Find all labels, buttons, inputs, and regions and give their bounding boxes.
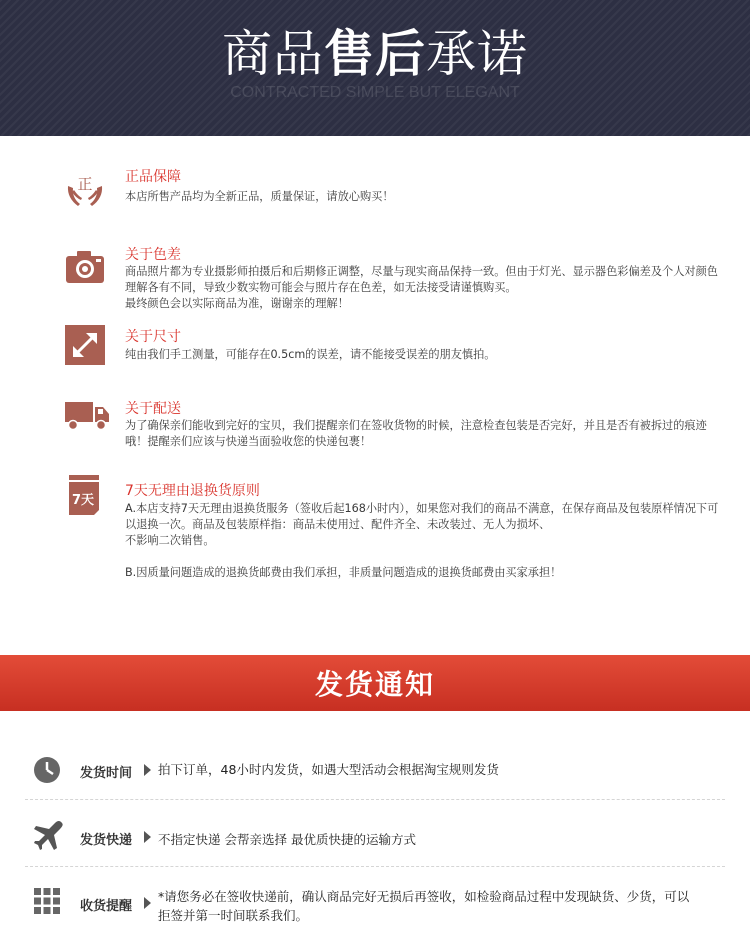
shipping-notice-banner xyxy=(0,655,750,711)
page-title: 商品售后承诺 xyxy=(222,25,528,83)
promise-desc: 商品照片都为专业摄影师拍摄后和后期修正调整，尽量与现实商品保持一致。但由于灯光、显示器色彩偏差及个人对颜色理解各有不同，导致少数实物可能会与照片存在色差，如无法接受请谨慎购买。 最终颜色会以实际商品为准，谢谢亲的理解！ xyxy=(125,265,718,310)
grid-icon xyxy=(33,887,61,915)
shipping-label: 发货快递 xyxy=(80,833,133,848)
promise-desc: 为了确保亲们能收到完好的宝贝，我们提醒亲们在签收货物的时候，注意检查包装是否完好，并且是否有被拆过的痕迹哦！提醒亲们应该与快递当面验收您的快递包裹！ xyxy=(125,419,707,448)
chevron-right-icon xyxy=(144,764,151,776)
chevron-right-icon xyxy=(144,831,151,843)
truck-icon xyxy=(64,394,110,436)
promise-desc: 本店所售产品均为全新正品，质量保证，请放心购买！ xyxy=(125,190,394,203)
promise-title: 关于配送 xyxy=(125,401,181,417)
chevron-right-icon xyxy=(144,897,151,909)
clock-icon xyxy=(33,756,61,784)
resize-arrow-icon xyxy=(64,324,106,366)
shipping-text: 拍下订单，48小时内发货，如遇大型活动会根据淘宝规则发货 xyxy=(158,762,499,777)
shipping-text: *请您务必在签收快递前，确认商品完好无损后再签收，如检验商品过程中发现缺货、少货，可以拒签并第一时间联系我们。 xyxy=(158,889,690,923)
header-subtitle: CONTRACTED SIMPLE BUT ELEGANT xyxy=(230,84,520,101)
divider xyxy=(25,866,725,867)
banner-title: 发货通知 xyxy=(314,668,435,701)
svg-text:正: 正 xyxy=(77,175,93,193)
genuine-hands-icon xyxy=(64,168,106,210)
promise-title: 7天无理由退换货原则 xyxy=(125,483,260,499)
shipping-label: 收货提醒 xyxy=(80,899,133,914)
calendar-7-days-icon xyxy=(64,474,106,516)
shipping-text: 不指定快递 会帮亲选择 最优质快捷的运输方式 xyxy=(158,832,416,847)
header-banner xyxy=(0,0,750,136)
airplane-icon xyxy=(33,820,65,852)
promise-title: 关于色差 xyxy=(125,247,181,263)
promise-desc: A.本店支持7天无理由退换货服务（签收后起168小时内），如果您对我们的商品不满意，在保存商品及包装原样情况下可以退换一次。商品及包装原样指：商品未使用过、配件齐全、未改装过、无人为损坏、 不影响二次销售。 B.因质量问题造成的退换货邮费由我们承担，非质量问题造成的退换货邮费由买家承担！ xyxy=(125,502,719,579)
promise-title: 关于尺寸 xyxy=(125,329,181,345)
divider xyxy=(25,799,725,800)
svg-text:7天: 7天 xyxy=(71,493,95,508)
promise-desc: 纯由我们手工测量，可能存在0.5cm的误差，请不能接受误差的朋友慎拍。 xyxy=(125,348,496,361)
camera-icon xyxy=(64,246,106,288)
shipping-label: 发货时间 xyxy=(80,766,133,781)
promise-title: 正品保障 xyxy=(125,169,181,185)
